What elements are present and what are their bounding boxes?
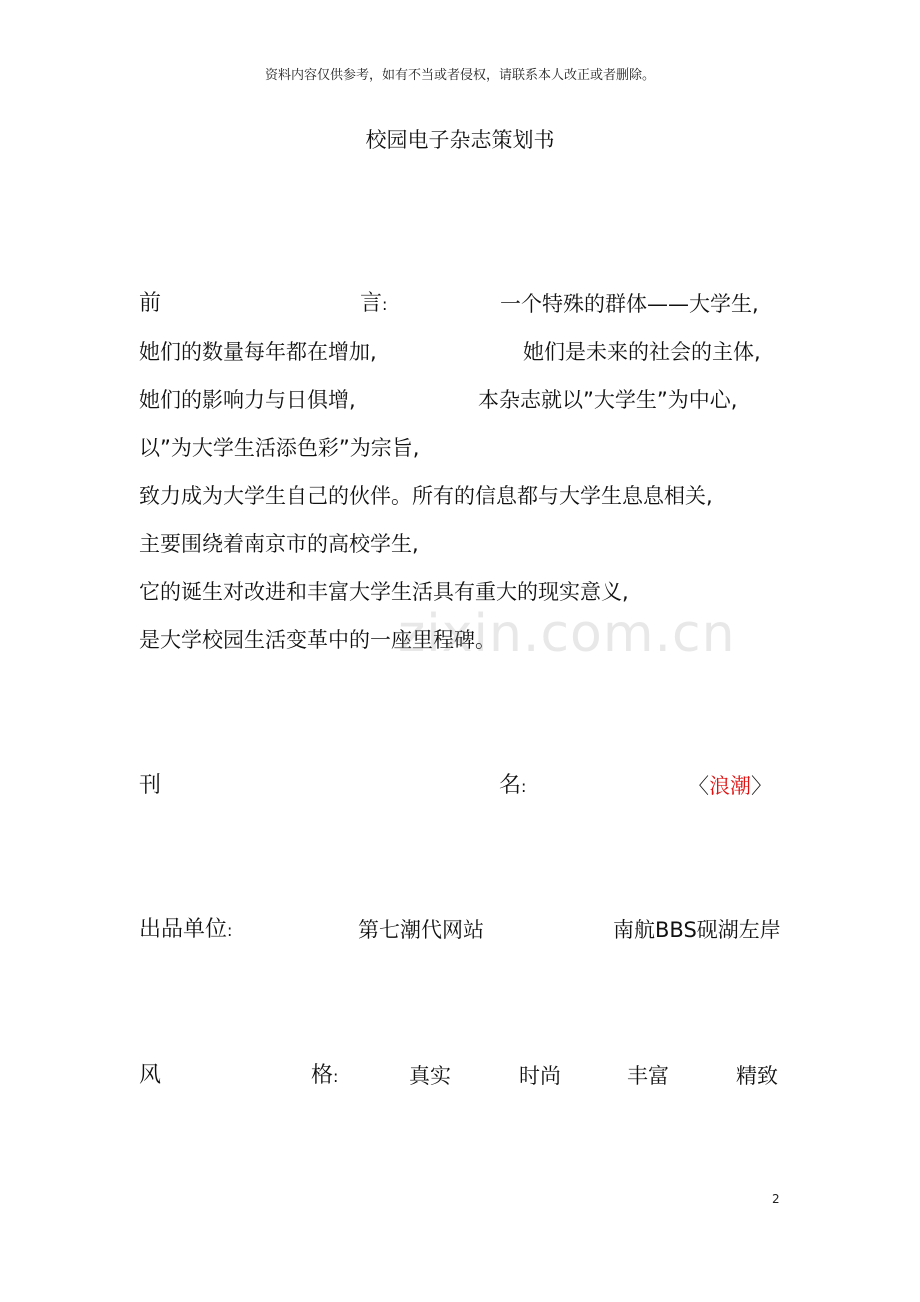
preface-line-1: 一个特殊的群体——大学生,: [500, 292, 759, 316]
magazine-name-label-left: 刊: [139, 773, 162, 798]
preface-line-4: 以”为大学生活添色彩”为宗旨,: [139, 436, 420, 460]
document-title: 校园电子杂志策划书: [365, 128, 555, 152]
style-value-3: 丰富: [627, 1064, 669, 1088]
publisher-value-2: 南航BBS砚湖左岸: [613, 918, 781, 942]
publisher-label: 出品单位:: [139, 917, 233, 942]
preface-line-2a: 她们的数量每年都在增加,: [139, 340, 377, 364]
watermark: zixin.com.cn: [398, 604, 736, 664]
preface-line-8: 是大学校园生活变革中的一座里程碑。: [139, 628, 496, 652]
style-value-4: 精致: [736, 1064, 778, 1088]
preface-label-left: 前: [139, 291, 162, 316]
header-disclaimer: 资料内容仅供参考，如有不当或者侵权，请联系本人改正或者删除。: [264, 68, 655, 83]
preface-line-2b: 她们是未来的社会的主体,: [523, 340, 761, 364]
magazine-name-value: 〈浪潮〉: [688, 774, 772, 798]
style-value-1: 真实: [409, 1064, 451, 1088]
style-label-right: 格:: [311, 1063, 339, 1088]
style-value-2: 时尚: [519, 1064, 561, 1088]
style-label-left: 风: [139, 1063, 162, 1088]
preface-line-3a: 她们的影响力与日俱增,: [139, 388, 356, 412]
preface-line-7: 它的诞生对改进和丰富大学生活具有重大的现实意义,: [139, 580, 629, 604]
preface-line-6: 主要围绕着南京市的高校学生,: [139, 532, 419, 556]
magazine-name-label-right: 名:: [499, 773, 527, 798]
preface-line-5: 致力成为大学生自己的伙伴。所有的信息都与大学生息息相关,: [139, 484, 713, 508]
preface-line-3b: 本杂志就以”大学生”为中心,: [478, 388, 738, 412]
preface-label-right: 言:: [360, 291, 388, 316]
publisher-value-1: 第七潮代网站: [358, 918, 484, 942]
page-number: 2: [772, 1192, 780, 1206]
